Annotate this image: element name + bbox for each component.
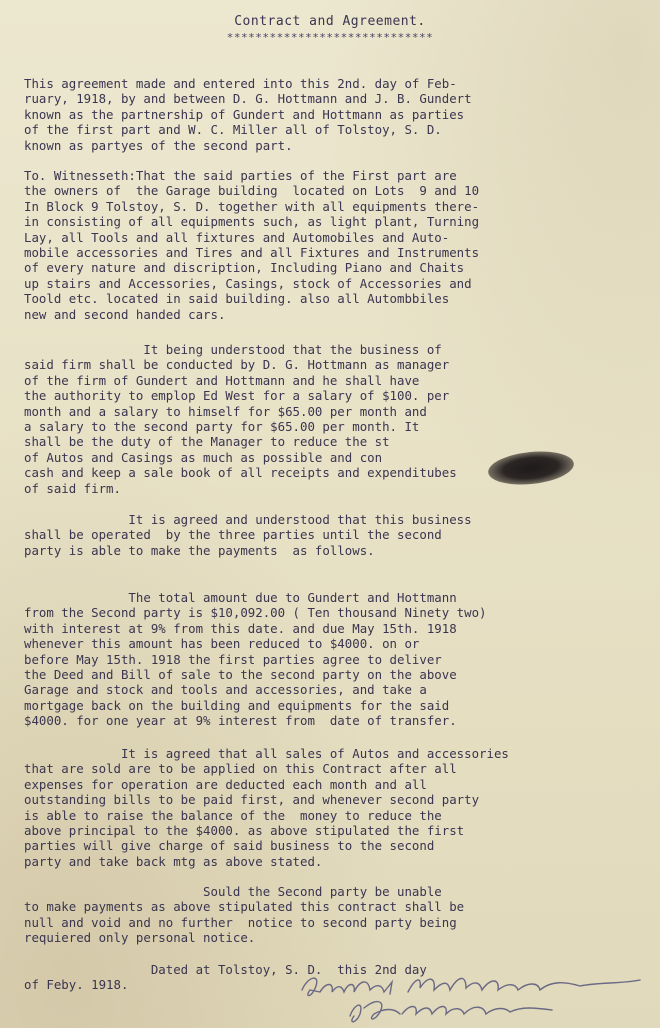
dated-line: Dated at Tolstoy, S. D. this 2nd day of Feby. 1918. — [24, 962, 427, 993]
paragraph-payment-terms: The total amount due to Gundert and Hottmann from the Second party is $10,092.00 ( Ten thousand Ninety two) with interest at 9% from this date. and due May 15th. 1918 whenever this amount has been reduced to $4000. on or before May 15th. 1918 the first parties agree to deliver the Deed and Bill of sale to the second party on the above Garage and stock and tools and accessories, and take a mortgage back on the building and equipments for the said $4000. for one year at 9% interest from date of transfer. — [24, 590, 487, 729]
paragraph-parties: This agreement made and entered into this 2nd. day of Feb- ruary, 1918, by and between D. G. Hottmann and J. B. Gundert known as the partnership of Gundert and Hottmann as parties of the first part and W. C. Miller all of Tolstoy, S. D. known as partyes of the second part. — [24, 76, 472, 153]
paragraph-management: It being understood that the business of said firm shall be conducted by D. G. Hottmann as manager of the firm of Gundert and Hottmann and he shall have the authority to emplop Ed West for a salary of $100. per month and a salary to himself for $65.00 per month and a salary to the second party for $65.00 per month. It shall be the duty of the Manager to reduce the st of Autos and Casings as much as possible and con cash and keep a sale book of all receipts and expenditubes of said firm. — [24, 342, 457, 496]
paragraph-default-terms: Sould the Second party be unable to make payments as above stipulated this contract shall be null and void and no further notice to second party being requiered only personal notice. — [24, 884, 465, 946]
paragraph-witnesseth: To. Witnesseth:That the said parties of the First part are the owners of the Garage building located on Lots 9 and 10 In Block 9 Tolstoy, S. D. together with all equipments there- in consisting of all equipments such, as light plant, Turning Lay, all Tools and all fixtures and Automobiles and Auto- mobile accessories and Tires and all Fixtures and Instruments of every nature and discription, Including Piano and Chaits up stairs and Accessories, Casings, stock of Accessories and Toold etc. located in said building. also all Autombbiles new and second handed cars. — [24, 168, 480, 322]
handwritten-signatures — [290, 968, 660, 1028]
paragraph-sales-terms: It is agreed that all sales of Autos and accessories that are sold are to be applied on this Contract after all expenses for operation are deducted each month and all outstanding bills to be paid first, and whenever second party is able to raise the balance of the money to reduce the above principal to the $4000. as above stipulated the first parties will give charge of said business to the second party and take back mtg as above stated. — [24, 746, 509, 869]
document-title: Contract and Agreement. — [234, 14, 426, 29]
title-divider: ***************************** — [226, 31, 434, 44]
paragraph-operation: It is agreed and understood that this business shall be operated by the three parties until the second party is able to make the payments as follows. — [24, 512, 472, 558]
